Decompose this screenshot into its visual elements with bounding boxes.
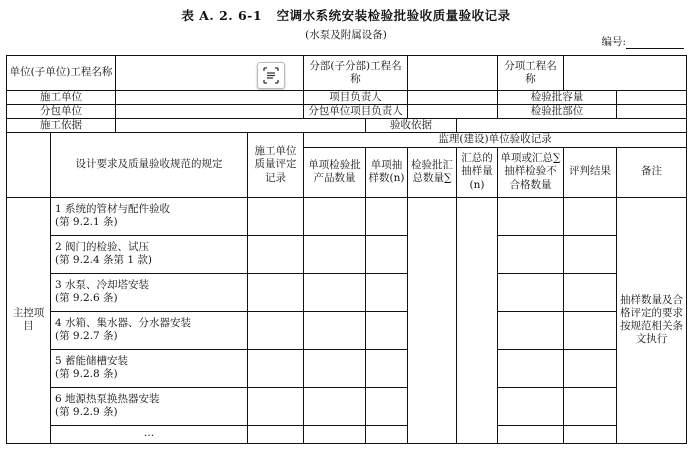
single-sample-header: 单项抽样数(n) <box>366 147 408 197</box>
batch-part-value[interactable] <box>617 105 687 119</box>
division-value-cell[interactable] <box>408 56 498 91</box>
project-leader-value[interactable] <box>408 91 498 105</box>
single-qty-cell[interactable] <box>304 273 366 311</box>
item-cell: 1 系统的管材与配件验收 (第 9.2.1 条) <box>51 197 248 235</box>
document-subtitle: (水泵及附属设备) <box>305 29 387 41</box>
result-cell[interactable] <box>564 311 617 349</box>
single-sample-cell[interactable] <box>366 425 408 443</box>
single-sample-cell[interactable] <box>366 235 408 273</box>
sum-sample-cell[interactable] <box>457 197 498 443</box>
sum-sample-header: 汇总的抽样量(n) <box>457 147 498 197</box>
sub-leader-label: 分包单位项目负责人 <box>304 105 408 119</box>
single-sample-cell[interactable] <box>366 349 408 387</box>
item-cell: 4 水箱、集水器、分水器安装 (第 9.2.7 条) <box>51 311 248 349</box>
self-eval-cell[interactable] <box>248 349 304 387</box>
main-control-label: 主控项目 <box>7 197 51 443</box>
item-cell: 3 水泵、冷却塔安装 (第 9.2.6 条) <box>51 273 248 311</box>
batch-capacity-value[interactable] <box>617 91 687 105</box>
document-title <box>0 6 692 24</box>
single-quantity-header: 单项检验批产品数量 <box>304 147 366 197</box>
serial-number-blank <box>626 37 684 49</box>
self-eval-cell[interactable] <box>248 273 304 311</box>
self-eval-cell[interactable] <box>248 387 304 425</box>
self-evaluation-header: 施工单位质量评定记录 <box>248 133 304 197</box>
single-sample-cell[interactable] <box>366 311 408 349</box>
result-cell[interactable] <box>564 235 617 273</box>
subitem-label-cell: 分项工程名称 <box>498 56 564 91</box>
remark-cell: 抽样数量及合格评定的要求按规范相关条文执行 <box>617 197 687 443</box>
division-label-cell: 分部(子分部)工程名称 <box>304 56 408 91</box>
table-row <box>7 311 687 349</box>
design-requirements-header: 设计要求及质量验收规范的规定 <box>51 133 248 197</box>
supervision-header: 监理(建设)单位验收记录 <box>304 133 687 147</box>
table-row <box>7 425 687 443</box>
single-qty-cell[interactable] <box>304 197 366 235</box>
table-row <box>7 197 687 235</box>
ellipsis-cell: … <box>51 425 248 443</box>
table-row <box>7 235 687 273</box>
batch-total-header: 检验批汇总数量∑ <box>408 147 457 197</box>
item-cell: 6 地源热泵换热器安装 (第 9.2.9 条) <box>51 387 248 425</box>
table-row <box>7 273 687 311</box>
item-cell: 5 蓄能储槽安装 (第 9.2.8 条) <box>51 349 248 387</box>
acceptance-table <box>6 55 687 444</box>
table-row <box>7 349 687 387</box>
serial-number-label: 编号: <box>601 36 626 48</box>
self-eval-cell[interactable] <box>248 197 304 235</box>
failed-count-cell[interactable] <box>498 425 564 443</box>
single-qty-cell[interactable] <box>304 349 366 387</box>
serial-number-field <box>601 34 684 49</box>
basis-value[interactable] <box>116 119 366 133</box>
result-cell[interactable] <box>564 387 617 425</box>
result-cell[interactable] <box>564 425 617 443</box>
construction-unit-value[interactable] <box>116 91 304 105</box>
single-sample-cell[interactable] <box>366 387 408 425</box>
project-leader-label: 项目负责人 <box>304 91 408 105</box>
table-title: 空调水系统安装检验批验收质量验收记录 <box>276 8 511 23</box>
result-cell[interactable] <box>564 349 617 387</box>
batch-total-cell[interactable] <box>408 197 457 443</box>
result-cell[interactable] <box>564 197 617 235</box>
batch-part-label: 检验批部位 <box>498 105 617 119</box>
result-header: 评判结果 <box>564 147 617 197</box>
single-qty-cell[interactable] <box>304 425 366 443</box>
acceptance-basis-label: 验收依据 <box>366 119 457 133</box>
document-scan-icon[interactable] <box>257 62 285 89</box>
remark-header: 备注 <box>617 147 687 197</box>
item-cell: 2 阀门的检验、试压 (第 9.2.4 条第 1 款) <box>51 235 248 273</box>
category-header-cell <box>7 133 51 197</box>
self-eval-cell[interactable] <box>248 235 304 273</box>
table-row <box>7 387 687 425</box>
failed-count-header: 单项或汇总∑抽样检验不合格数量 <box>498 147 564 197</box>
failed-count-cell[interactable] <box>498 235 564 273</box>
basis-label: 施工依据 <box>7 119 116 133</box>
construction-unit-label: 施工单位 <box>7 91 116 105</box>
failed-count-cell[interactable] <box>498 349 564 387</box>
single-qty-cell[interactable] <box>304 235 366 273</box>
failed-count-cell[interactable] <box>498 311 564 349</box>
failed-count-cell[interactable] <box>498 197 564 235</box>
sub-unit-value[interactable] <box>116 105 304 119</box>
single-sample-cell[interactable] <box>366 273 408 311</box>
single-sample-cell[interactable] <box>366 197 408 235</box>
self-eval-cell[interactable] <box>248 425 304 443</box>
sub-unit-label: 分包单位 <box>7 105 116 119</box>
sub-leader-value[interactable] <box>408 105 498 119</box>
failed-count-cell[interactable] <box>498 273 564 311</box>
batch-capacity-label: 检验批容量 <box>498 91 617 105</box>
subitem-value-cell[interactable] <box>564 56 687 91</box>
table-number: 表 A. 2. 6-1 <box>181 8 263 23</box>
failed-count-cell[interactable] <box>498 387 564 425</box>
result-cell[interactable] <box>564 273 617 311</box>
unit-label-cell: 单位(子单位)工程名称 <box>7 56 116 91</box>
single-qty-cell[interactable] <box>304 387 366 425</box>
self-eval-cell[interactable] <box>248 311 304 349</box>
single-qty-cell[interactable] <box>304 311 366 349</box>
acceptance-basis-value[interactable] <box>457 119 687 133</box>
